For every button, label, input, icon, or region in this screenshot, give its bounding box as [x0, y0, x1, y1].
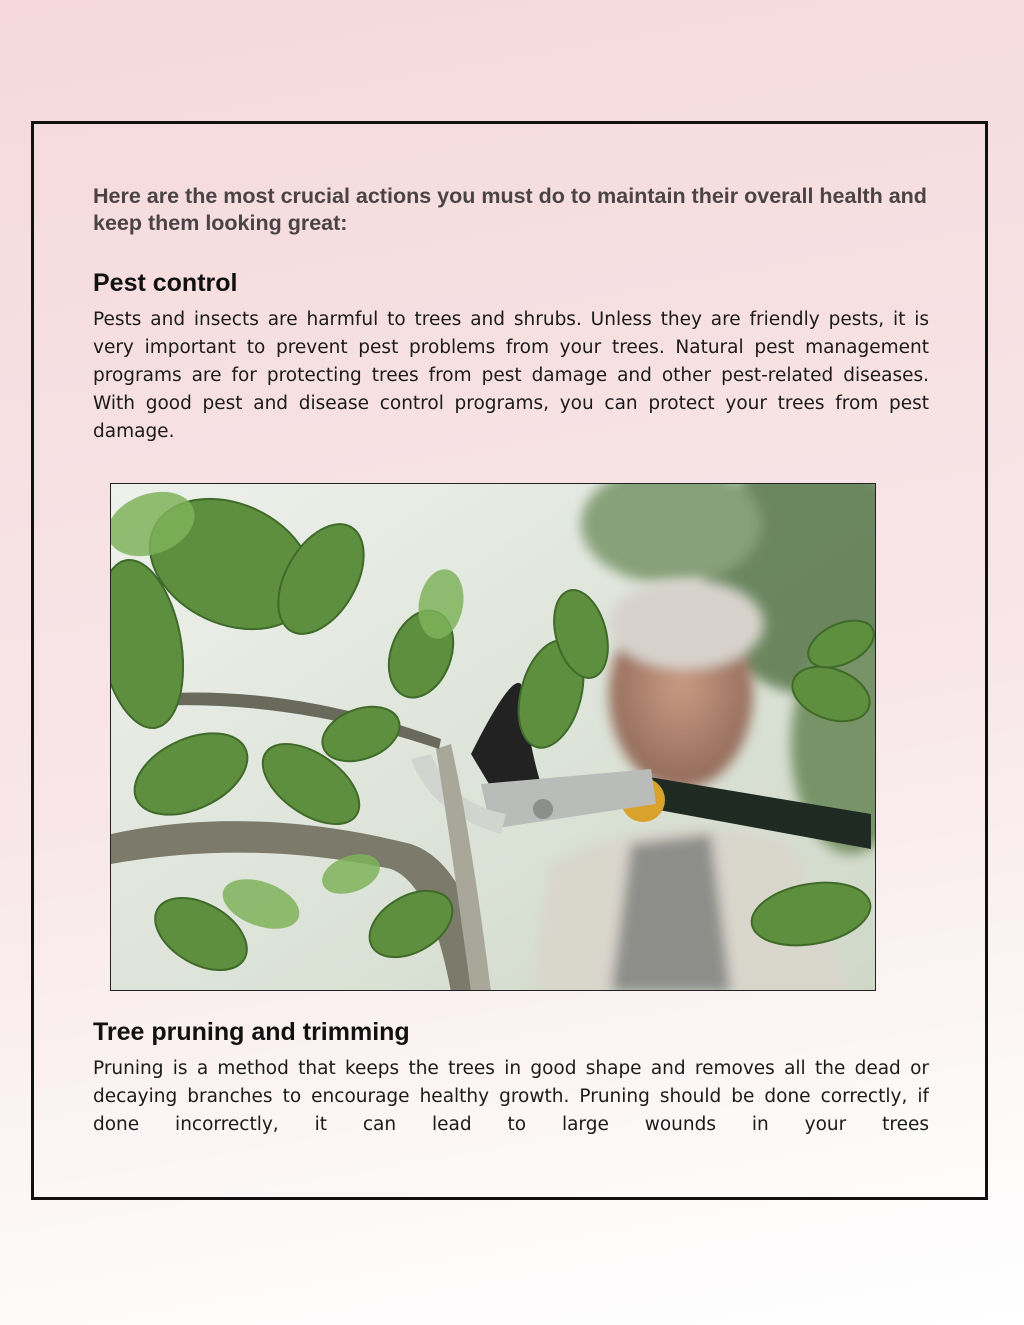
tree-pruning-paragraph: Pruning is a method that keeps the trees in good shape and removes all the dead or decaying branches to encourage healthy growth. Pruning should be done correctly, if done incorrectly, it can lead to large wounds in your trees — [93, 1058, 929, 1135]
pest-control-paragraph: Pests and insects are harmful to trees and shrubs. Unless they are friendly pests, it is very important to prevent pest problems from your trees. Natural pest management programs are for protecting trees from pest damage and other pest-related diseases. With good pest and disease control programs, you can protect your trees from pest damage. — [93, 309, 929, 442]
man-pruning-tree-photo — [110, 483, 876, 991]
pest-control-heading: Pest control — [93, 269, 238, 297]
intro-text: Here are the most crucial actions you must do to maintain their overall health and keep them looking great: — [93, 184, 927, 235]
tree-pruning-heading: Tree pruning and trimming — [93, 1018, 410, 1046]
